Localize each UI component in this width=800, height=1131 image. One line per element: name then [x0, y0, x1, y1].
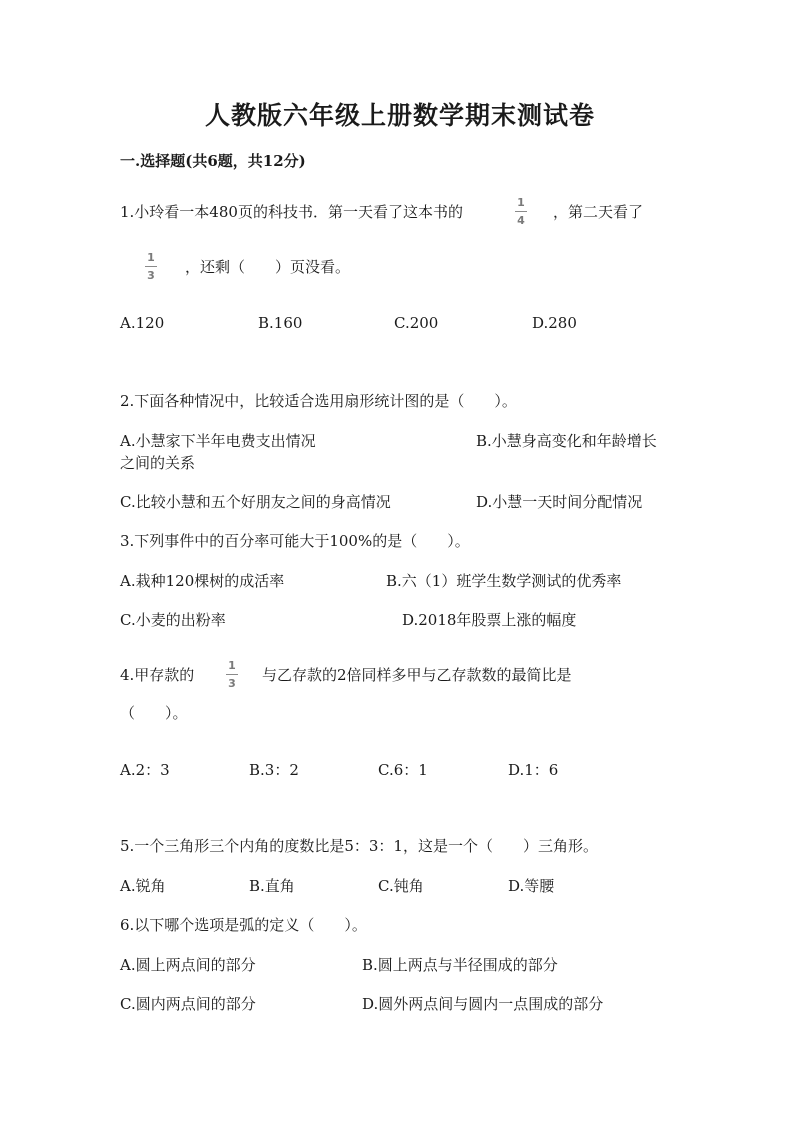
q4-option-a[interactable]: A.2：3: [120, 761, 170, 779]
q6-option-d[interactable]: D.圆外两点间与圆内一点围成的部分: [362, 995, 604, 1013]
q5-option-d[interactable]: D.等腰: [508, 877, 555, 895]
q4-text: 4.甲存款的: [120, 666, 195, 684]
fraction-bar: [515, 211, 527, 212]
q2-option-a[interactable]: A.小慧家下半年电费支出情况: [120, 432, 316, 450]
q3-option-d[interactable]: D.2018年股票上涨的幅度: [402, 611, 577, 629]
q5-option-b[interactable]: B.直角: [249, 877, 295, 895]
q6-option-a[interactable]: A.圆上两点间的部分: [120, 956, 256, 974]
q3-option-a[interactable]: A.栽种120棵树的成活率: [120, 572, 285, 590]
q5-option-a[interactable]: A.锐角: [120, 877, 166, 895]
q6-option-b[interactable]: B.圆上两点与半径围成的部分: [362, 956, 558, 974]
q1-fraction-2: [144, 251, 158, 282]
q1-fraction-2-denominator: 3: [147, 269, 155, 282]
q1-fraction-2-numerator: 1: [147, 251, 155, 264]
q2-option-b[interactable]: B.小慧身高变化和年龄增长: [476, 432, 657, 450]
q4-fraction-numerator: 1: [228, 659, 236, 672]
q2-text: 2.下面各种情况中，比较适合选用扇形统计图的是（ ）。: [120, 392, 517, 410]
q1-text-after: ，第二天看了: [553, 203, 644, 221]
q4-fraction: [225, 659, 239, 690]
q3-text: 3.下列事件中的百分率可能大于100%的是（ ）。: [120, 532, 470, 550]
q1-option-c[interactable]: C.200: [394, 314, 439, 332]
q1-fraction-1-denominator: 4: [517, 214, 525, 227]
q3-option-c[interactable]: C.小麦的出粉率: [120, 611, 226, 629]
q2-option-c[interactable]: C.比较小慧和五个好朋友之间的身高情况: [120, 493, 391, 511]
q1-option-a[interactable]: A.120: [120, 314, 165, 332]
q4-option-d[interactable]: D.1：6: [508, 761, 559, 779]
q6-option-c[interactable]: C.圆内两点间的部分: [120, 995, 256, 1013]
q1-text-line2: ，还剩（ ）页没看。: [185, 258, 351, 276]
section-heading: 一.选择题(共6题，共12分): [120, 152, 306, 170]
q4-text-after: 与乙存款的2倍同样多甲与乙存款数的最简比是: [262, 666, 572, 684]
q5-option-c[interactable]: C.钝角: [378, 877, 424, 895]
page-title: 人教版六年级上册数学期末测试卷: [204, 101, 595, 130]
q1-option-b[interactable]: B.160: [258, 314, 303, 332]
fraction-bar: [145, 266, 157, 267]
q4-option-c[interactable]: C.6：1: [378, 761, 428, 779]
q4-option-b[interactable]: B.3：2: [249, 761, 299, 779]
q2-option-b-continued[interactable]: 之间的关系: [120, 454, 196, 472]
q4-fraction-denominator: 3: [228, 677, 236, 690]
q6-text: 6.以下哪个选项是弧的定义（ ）。: [120, 916, 367, 934]
q1-fraction-1: [514, 196, 528, 227]
q3-option-b[interactable]: B.六（1）班学生数学测试的优秀率: [386, 572, 622, 590]
q2-option-d[interactable]: D.小慧一天时间分配情况: [476, 493, 643, 511]
q4-text-line2: （ ）。: [120, 704, 188, 722]
q1-fraction-1-numerator: 1: [517, 196, 525, 209]
fraction-bar: [226, 674, 238, 675]
q5-text: 5.一个三角形三个内角的度数比是5：3：1，这是一个（ ）三角形。: [120, 837, 598, 855]
q1-text: 1.小玲看一本480页的科技书．第一天看了这本书的: [120, 203, 463, 221]
q1-option-d[interactable]: D.280: [532, 314, 577, 332]
